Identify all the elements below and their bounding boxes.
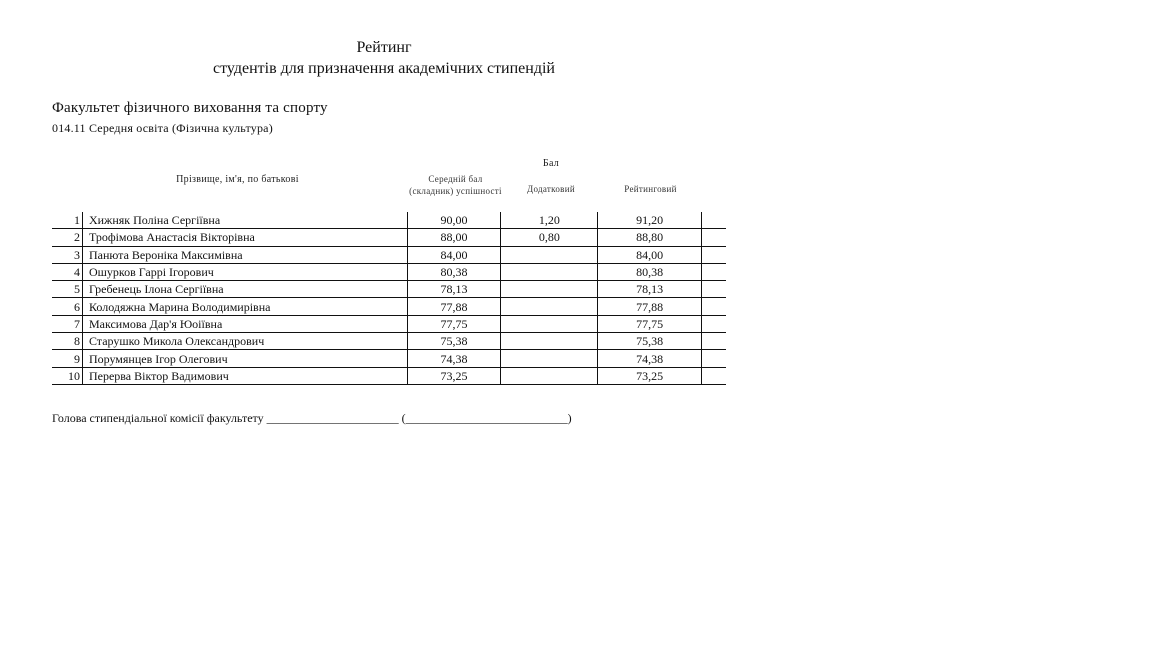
table-row-spacer <box>702 333 726 350</box>
rating-score: 75,38 <box>598 333 702 350</box>
table-row-spacer <box>702 298 726 315</box>
row-number: 7 <box>52 315 82 332</box>
table-row-spacer <box>702 229 726 246</box>
table-row-spacer <box>702 315 726 332</box>
document-subtitle: студентів для призначення академічних стипендій <box>212 60 555 77</box>
table-row <box>52 315 726 332</box>
additional-score <box>501 298 598 315</box>
row-number: 10 <box>52 367 82 384</box>
additional-score <box>501 350 598 367</box>
header-name: Прізвище, ім'я, по батькові <box>176 174 299 185</box>
average-score: 84,00 <box>407 246 501 263</box>
table-row <box>52 229 726 246</box>
student-name: Перерва Віктор Вадимович <box>82 367 407 384</box>
additional-score: 0,80 <box>501 229 598 246</box>
table-row-spacer <box>702 350 726 367</box>
additional-score <box>501 333 598 350</box>
row-number: 3 <box>52 246 82 263</box>
document-title: Рейтинг <box>356 39 412 56</box>
faculty-name: Факультет фізичного виховання та спорту <box>52 100 328 116</box>
student-name: Ошурков Гаррі Ігорович <box>82 263 407 280</box>
student-name: Колодяжна Марина Володимирівна <box>82 298 407 315</box>
average-score: 88,00 <box>407 229 501 246</box>
rating-score: 77,88 <box>598 298 702 315</box>
average-score: 73,25 <box>407 367 501 384</box>
average-score: 78,13 <box>407 281 501 298</box>
table-row-spacer <box>702 246 726 263</box>
rating-score: 91,20 <box>598 212 702 229</box>
table-row-spacer <box>702 281 726 298</box>
rating-score: 84,00 <box>598 246 702 263</box>
row-number: 5 <box>52 281 82 298</box>
row-number: 4 <box>52 263 82 280</box>
signature-line: Голова стипендіальної комісії факультету ______________________ (___________________________) <box>52 411 572 425</box>
rating-score: 74,38 <box>598 350 702 367</box>
rating-score: 88,80 <box>598 229 702 246</box>
student-name: Гребенець Ілона Сергіївна <box>82 281 407 298</box>
rating-score: 77,75 <box>598 315 702 332</box>
average-score: 75,38 <box>407 333 501 350</box>
average-score: 77,88 <box>407 298 501 315</box>
rating-score: 80,38 <box>598 263 702 280</box>
rating-score: 78,13 <box>598 281 702 298</box>
student-name: Панюта Вероніка Максимівна <box>82 246 407 263</box>
additional-score <box>501 246 598 263</box>
average-score: 90,00 <box>407 212 501 229</box>
additional-score: 1,20 <box>501 212 598 229</box>
student-name: Хижняк Поліна Сергіївна <box>82 212 407 229</box>
table-row <box>52 281 726 298</box>
student-name: Старушко Микола Олександрович <box>82 333 407 350</box>
table-row-spacer <box>702 367 726 384</box>
additional-score <box>501 315 598 332</box>
table-row-spacer <box>702 263 726 280</box>
table-row <box>52 333 726 350</box>
table-row <box>52 298 726 315</box>
student-name: Порумянцев Ігор Олегович <box>82 350 407 367</box>
rating-table-body <box>52 212 726 384</box>
row-number: 8 <box>52 333 82 350</box>
student-name: Трофімова Анастасія Вікторівна <box>82 229 407 246</box>
table-row <box>52 246 726 263</box>
header-group-score: Бал <box>542 158 560 169</box>
header-additional-score: Додатковий <box>527 184 575 194</box>
row-number: 9 <box>52 350 82 367</box>
additional-score <box>501 281 598 298</box>
table-row <box>52 367 726 384</box>
table-row <box>52 212 726 229</box>
student-name: Максимова Дар'я Юоіївна <box>82 315 407 332</box>
rating-score: 73,25 <box>598 367 702 384</box>
table-row-spacer <box>702 212 726 229</box>
additional-score <box>501 367 598 384</box>
row-number: 1 <box>52 212 82 229</box>
additional-score <box>501 263 598 280</box>
row-number: 6 <box>52 298 82 315</box>
average-score: 74,38 <box>407 350 501 367</box>
table-row <box>52 350 726 367</box>
table-row <box>52 263 726 280</box>
header-average-score: Середній бал (складник) успішності <box>409 174 502 196</box>
header-rating-score: Рейтинговий <box>624 184 677 194</box>
average-score: 80,38 <box>407 263 501 280</box>
row-number: 2 <box>52 229 82 246</box>
rating-table <box>52 212 726 385</box>
average-score: 77,75 <box>407 315 501 332</box>
program-name: 014.11 Середня освіта (Фізична культура) <box>52 121 273 135</box>
